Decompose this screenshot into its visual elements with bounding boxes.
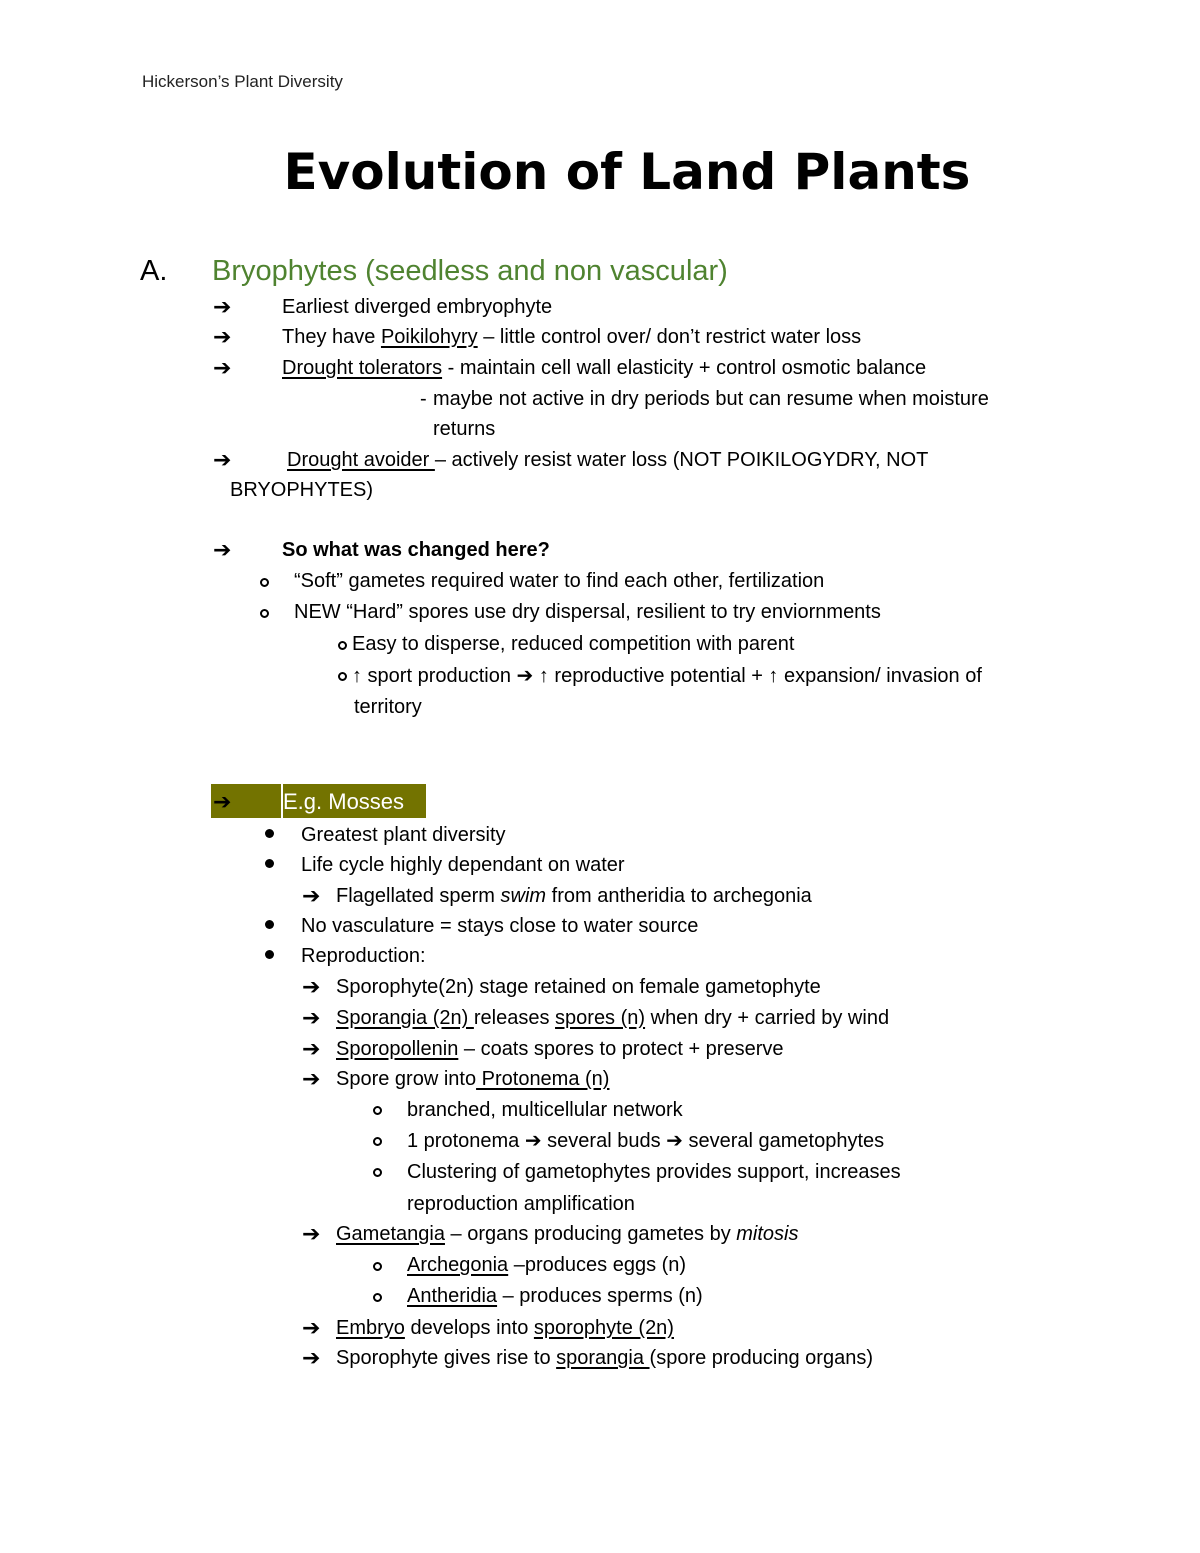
repro-sporangia-rise: Sporophyte gives rise to sporangia (spore producing organs) <box>336 1347 873 1369</box>
arrow-icon: ➔ <box>302 1066 321 1091</box>
circle-bullet-icon <box>373 1106 382 1115</box>
point-sport-production-cont: territory <box>354 696 422 718</box>
bullet-icon <box>265 950 274 959</box>
point-drought-avoider-cont: BRYOPHYTES) <box>230 479 373 501</box>
point-earliest: Earliest diverged embryophyte <box>282 296 553 318</box>
repro-gametangia: Gametangia – organs producing gametes by mitosis <box>336 1223 799 1245</box>
circle-bullet-icon <box>373 1262 382 1271</box>
point-soft-gametes: “Soft” gametes required water to find each other, fertilization <box>294 570 825 592</box>
arrow-icon: ➔ <box>302 1221 321 1246</box>
arrow-icon: ➔ <box>302 1315 321 1340</box>
circle-bullet-icon <box>373 1137 382 1146</box>
repro-protonema: Spore grow into Protonema (n) <box>336 1068 610 1090</box>
gametangia-archegonia: Archegonia –produces eggs (n) <box>407 1254 687 1276</box>
circle-bullet-icon <box>260 609 269 618</box>
circle-bullet-icon <box>373 1293 382 1302</box>
repro-embryo: Embryo develops into sporophyte (2n) <box>336 1317 674 1339</box>
point-sport-production: ↑ sport production ➔ ↑ reproductive potential + ↑ expansion/ invasion of <box>352 665 982 687</box>
arrow-icon: ➔ <box>213 324 232 349</box>
point-drought-tolerators-note-cont: returns <box>433 418 496 440</box>
moss-no-vasculature: No vasculature = stays close to water source <box>301 915 699 937</box>
repro-sporangia: Sporangia (2n) releases spores (n) when dry + carried by wind <box>336 1007 890 1029</box>
protonema-clustering-cont: reproduction amplification <box>407 1193 635 1215</box>
point-drought-avoider: Drought avoider – actively resist water loss (NOT POIKILOGYDRY, NOT <box>287 449 929 471</box>
protonema-network: branched, multicellular network <box>407 1099 683 1121</box>
moss-life-cycle: Life cycle highly dependant on water <box>301 854 625 876</box>
arrow-icon: ➔ <box>302 1036 321 1061</box>
arrow-icon: ➔ <box>213 294 232 319</box>
protonema-clustering: Clustering of gametophytes provides support, increases <box>407 1161 901 1183</box>
arrow-icon: ➔ <box>213 537 232 562</box>
document-title: Evolution of Land Plants <box>283 143 971 201</box>
arrow-icon: ➔ <box>213 789 232 814</box>
protonema-buds: 1 protonema ➔ several buds ➔ several gametophytes <box>407 1130 885 1152</box>
point-hard-spores: NEW “Hard” spores use dry dispersal, resilient to try enviornments <box>294 601 881 623</box>
page-header: Hickerson’s Plant Diversity <box>142 72 343 91</box>
repro-sporopollenin: Sporopollenin – coats spores to protect + preserve <box>336 1038 784 1060</box>
dash-marker: - <box>420 388 427 410</box>
arrow-icon: ➔ <box>302 974 321 999</box>
mosses-heading: E.g. Mosses <box>283 789 405 814</box>
point-poikilohyry: They have Poikilohyry – little control over/ don’t restrict water loss <box>282 326 862 348</box>
circle-bullet-icon <box>260 578 269 587</box>
bullet-icon <box>265 920 274 929</box>
bullet-icon <box>265 859 274 868</box>
circle-bullet-icon <box>373 1168 382 1177</box>
moss-flagellated-sperm: Flagellated sperm swim from antheridia to archegonia <box>336 885 812 907</box>
arrow-icon: ➔ <box>302 1005 321 1030</box>
section-letter: A. <box>140 255 168 287</box>
circle-bullet-icon <box>338 672 347 681</box>
moss-greatest-diversity: Greatest plant diversity <box>301 824 506 846</box>
arrow-icon: ➔ <box>302 1345 321 1370</box>
point-drought-tolerators-note: maybe not active in dry periods but can resume when moisture <box>433 388 989 410</box>
point-question: So what was changed here? <box>282 539 550 561</box>
arrow-icon: ➔ <box>213 447 232 472</box>
gametangia-antheridia: Antheridia – produces sperms (n) <box>407 1285 703 1307</box>
point-easy-disperse: Easy to disperse, reduced competition with parent <box>352 633 795 655</box>
arrow-icon: ➔ <box>524 1130 542 1152</box>
bullet-icon <box>265 829 274 838</box>
point-drought-tolerators: Drought tolerators - maintain cell wall elasticity + control osmotic balance <box>282 357 927 379</box>
arrow-icon: ➔ <box>516 665 534 687</box>
circle-bullet-icon <box>338 641 347 650</box>
arrow-icon: ➔ <box>666 1130 683 1152</box>
arrow-icon: ➔ <box>213 355 232 380</box>
arrow-icon: ➔ <box>302 883 321 908</box>
section-heading: Bryophytes (seedless and non vascular) <box>212 255 728 287</box>
repro-sporophyte-stage: Sporophyte(2n) stage retained on female gametophyte <box>336 976 821 998</box>
moss-reproduction: Reproduction: <box>301 945 426 967</box>
